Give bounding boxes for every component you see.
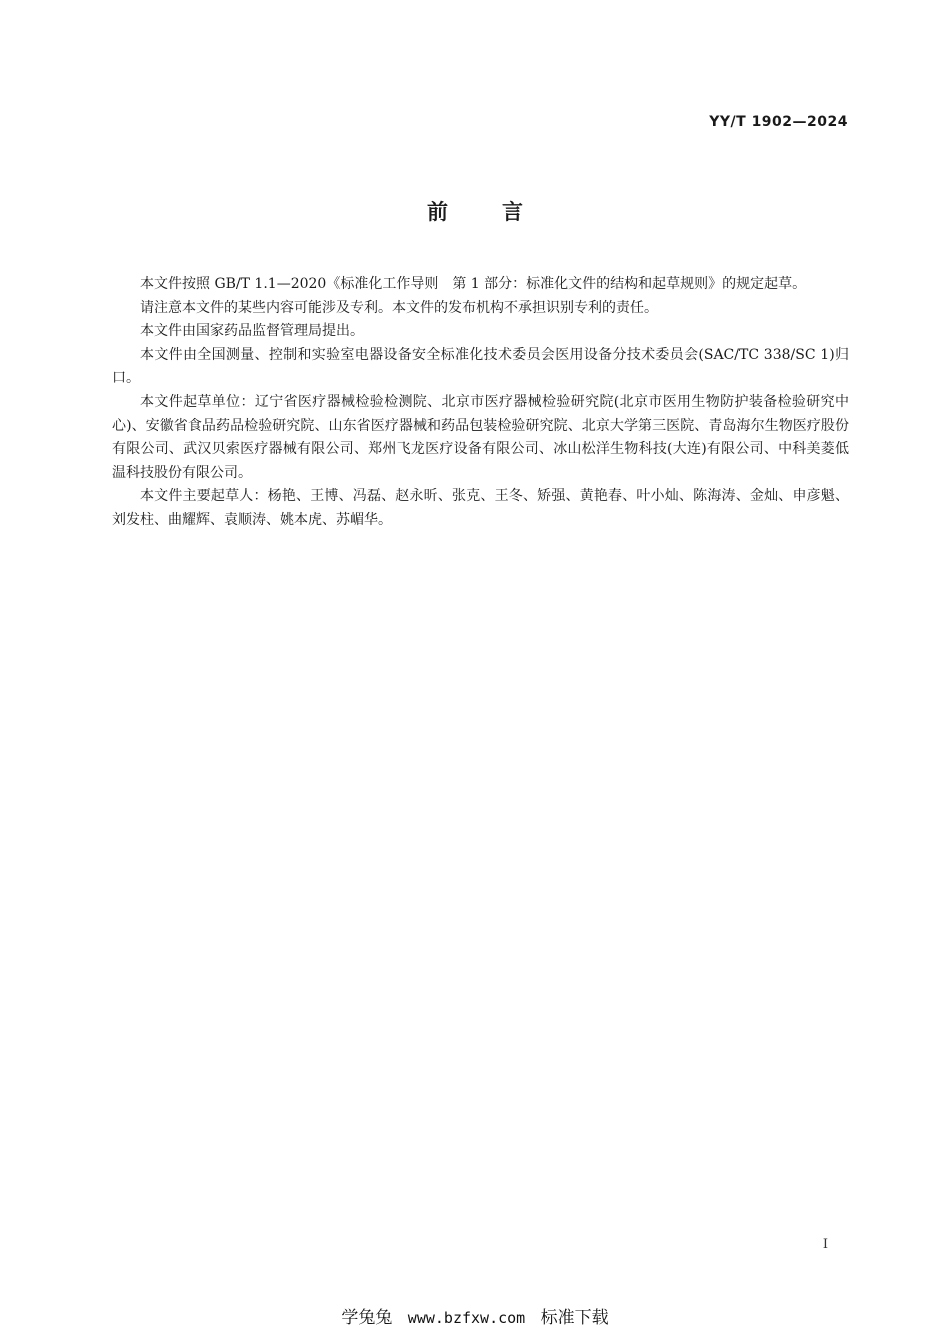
paragraph-proposer: 本文件由国家药品监督管理局提出。 xyxy=(140,323,364,340)
watermark-site-name: 学兔兔 xyxy=(341,1308,393,1328)
paragraph-drafting-rules: 本文件按照 GB/T 1.1—2020《标准化工作导则 第 1 部分：标准化文件的结构和起草规则》的规定起草。 xyxy=(140,276,807,292)
standard-code: YY/T 1902—2024 xyxy=(709,114,848,130)
watermark-suffix: 标准下载 xyxy=(540,1308,609,1328)
watermark-url[interactable]: www.bzfxw.com xyxy=(407,1309,526,1327)
watermark xyxy=(0,1303,950,1328)
paragraph-drafting-units: 本文件起草单位：辽宁省医疗器械检验检测院、北京市医疗器械检验研究院(北京市医用生物防护装备检验研究中心)、安徽省食品药品检验研究院、山东省医疗器械和药品包装检验研究院、北京大学第三医院、青岛海尔生物医疗股份有限公司、武汉贝索医疗器械有限公司、郑州飞龙医疗设备有限公司、冰山松洋生物科技(大连)有限公司、中科美菱低温科技股份有限公司。 xyxy=(112,393,849,481)
page-number: I xyxy=(822,1237,828,1252)
paragraph-drafters: 本文件主要起草人：杨艳、王博、冯磊、赵永昕、张克、王冬、矫强、黄艳春、叶小灿、陈海涛、金灿、申彦魁、刘发柱、曲耀辉、袁顺涛、姚本虎、苏嵋华。 xyxy=(112,488,849,528)
paragraph-technical-committee: 本文件由全国测量、控制和实验室电器设备安全标准化技术委员会医用设备分技术委员会(SAC/TC 338/SC 1)归口。 xyxy=(112,346,849,387)
paragraph-patent-notice: 请注意本文件的某些内容可能涉及专利。本文件的发布机构不承担识别专利的责任。 xyxy=(140,299,658,316)
page-title: 前言 xyxy=(427,200,577,224)
foreword-content xyxy=(112,273,849,533)
